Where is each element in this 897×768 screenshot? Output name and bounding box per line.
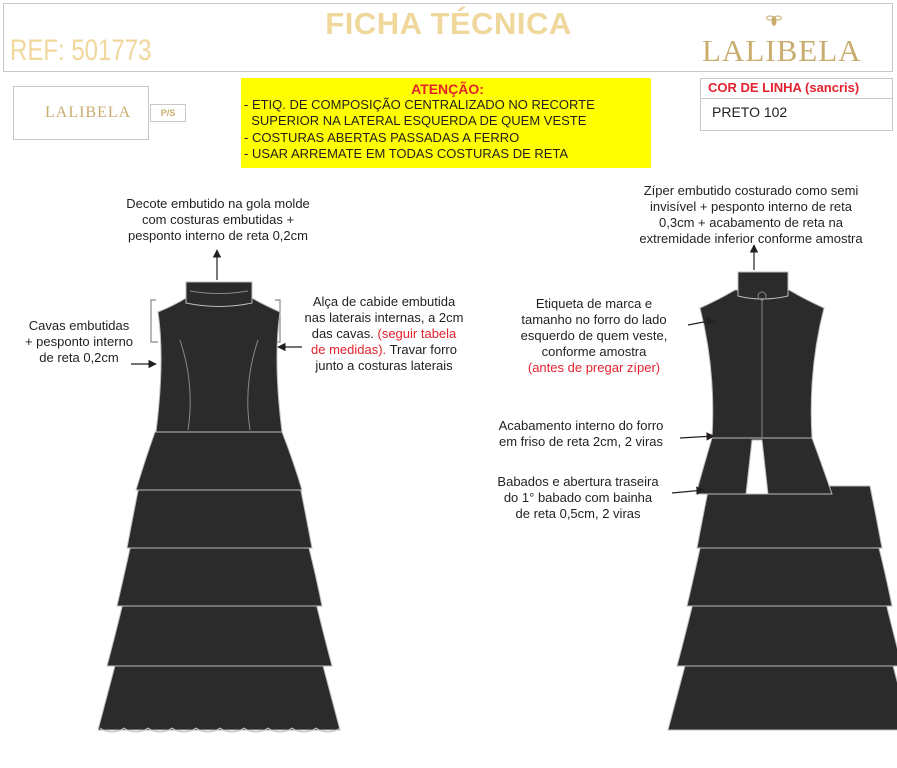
note-line: Babados e abertura traseira (497, 474, 659, 489)
note-line: em friso de reta 2cm, 2 viras (499, 434, 663, 449)
neckline-note (103, 196, 333, 244)
note-line: extremidade inferior conforme amostra (639, 231, 863, 246)
attention-line: SUPERIOR NA LATERAL ESQUERDA DE QUEM VESTE (244, 113, 587, 128)
note-line: conforme amostra (541, 344, 647, 359)
thread-color-value: PRETO 102 (712, 104, 788, 120)
note-line: Cavas embutidas (28, 318, 130, 333)
ruffles-note (486, 474, 670, 522)
hanger-loop-note (292, 294, 476, 374)
note-line: nas laterais internas, a 2cm (304, 310, 464, 325)
lining-finish-note (484, 418, 678, 450)
note-line: tamanho no forro do lado (521, 312, 667, 327)
note-warning: de medidas). (311, 342, 387, 357)
note-line: Zíper embutido costurado como semi (643, 183, 859, 198)
note-warning: (seguir tabela (377, 326, 457, 341)
attention-title: ATENÇÃO: (411, 81, 484, 97)
attention-line: - ETIQ. DE COMPOSIÇÃO CENTRALIZADO NO RECORTE (244, 96, 595, 112)
note-line: Decote embutido na gola molde (126, 196, 310, 211)
back-dress-drawing (668, 272, 897, 730)
thread-color-title: COR DE LINHA (sancris) (708, 80, 860, 95)
note-line: pesponto interno de reta 0,2cm (128, 228, 308, 243)
note-line: invisível + pesponto interno de reta (650, 199, 852, 214)
document-title: FICHA TÉCNICA (325, 6, 572, 41)
brand-logo: LALIBELA (702, 33, 862, 68)
note-line: 0,3cm + acabamento de reta na (659, 215, 843, 230)
brand-label-note (497, 296, 691, 376)
note-text: Travar forro (389, 342, 457, 357)
note-line: Alça de cabide embutida (312, 294, 456, 309)
note-text: das cavas. (311, 326, 374, 341)
armhole-note (14, 318, 144, 366)
note-line: de reta 0,2cm (39, 350, 119, 365)
note-line: de reta 0,5cm, 2 viras (515, 506, 641, 521)
reference-code: REF: 501773 (10, 34, 152, 67)
label-brand: LALIBELA (45, 104, 132, 121)
note-line: do 1° babado com bainha (503, 490, 653, 505)
attention-line: - COSTURAS ABERTAS PASSADAS A FERRO (244, 129, 520, 145)
note-line: Etiqueta de marca e (535, 296, 653, 311)
note-line: com costuras embutidas + (141, 212, 295, 227)
note-line: esquerdo de quem veste, (520, 328, 668, 343)
note-line: + pesponto interno (24, 334, 134, 349)
size-tag: P/S (150, 104, 186, 122)
note-warning: (antes de pregar zíper) (527, 360, 661, 375)
note-line: Acabamento interno do forro (498, 418, 664, 433)
note-line (292, 342, 476, 358)
attention-line: - USAR ARREMATE EM TODAS COSTURAS DE RETA (244, 146, 569, 161)
note-line (292, 326, 476, 342)
note-line: junto a costuras laterais (315, 358, 453, 373)
zipper-note (621, 183, 881, 247)
